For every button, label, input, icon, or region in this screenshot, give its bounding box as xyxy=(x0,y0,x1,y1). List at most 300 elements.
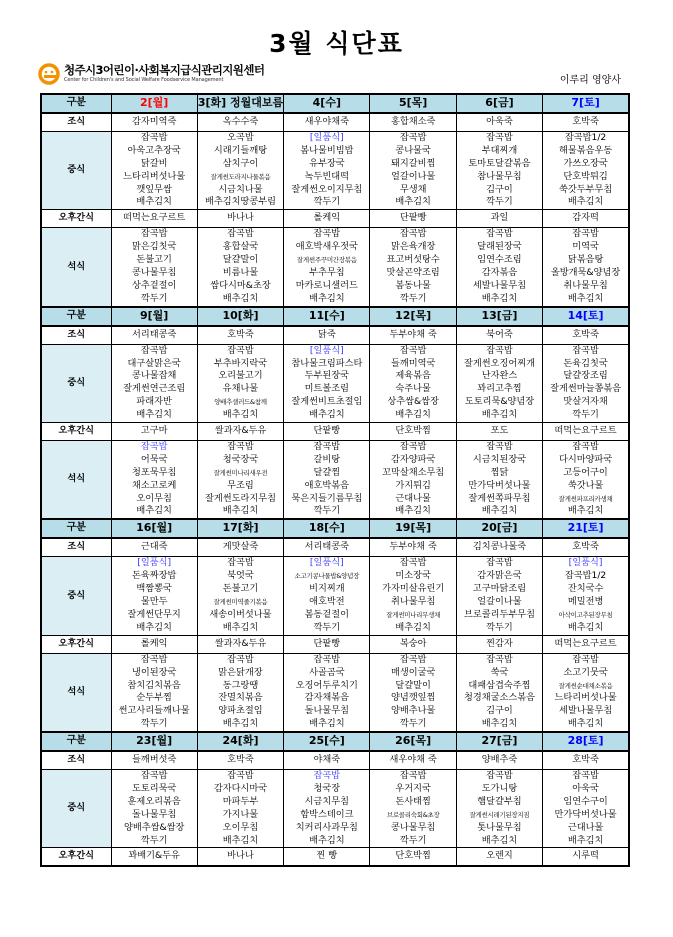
menu-item: 양념깻잎찜 xyxy=(390,692,436,704)
dinner-cell xyxy=(284,228,370,307)
menu-item: 오곡밥 xyxy=(227,132,254,143)
menu-item: [일품식] xyxy=(309,132,344,143)
menu-item: 잘게썬쪽파무침 xyxy=(468,492,531,504)
menu-item: 잡곡밥 xyxy=(313,441,341,453)
menu-item: 닭볶음탕 xyxy=(567,254,604,266)
org-logo xyxy=(38,62,264,86)
breakfast-row xyxy=(41,538,629,557)
menu-item: 잡곡밥 xyxy=(399,344,427,356)
lunch-cell xyxy=(197,557,283,635)
row-label-header: 구분 xyxy=(41,307,111,326)
menu-item: 배추김치 xyxy=(222,409,259,421)
menu-item: 달걀말이 xyxy=(222,254,259,266)
dinner-cell xyxy=(197,441,283,520)
menu-item: 잘게썬순대채소볶음 xyxy=(558,681,613,690)
menu-item: 동그랑땡 xyxy=(222,679,259,691)
lunch-cell xyxy=(284,557,370,635)
day-header: 4[수] xyxy=(284,94,370,113)
menu-item: 가지튀김 xyxy=(395,479,431,491)
menu-item: 맛살곤약조림 xyxy=(386,267,440,279)
menu-item: 배추김치 xyxy=(222,718,259,730)
menu-item: 임연수구이 xyxy=(563,795,608,807)
menu-item: 잡곡밥 xyxy=(227,228,254,240)
menu-item: 냉이된장국 xyxy=(131,666,177,678)
menu-item: 만가닥버섯나물 xyxy=(468,479,531,491)
menu-item: 감자맑은국 xyxy=(477,570,522,582)
menu-item: 잡곡밥 xyxy=(572,653,599,665)
row-label-header: 구분 xyxy=(41,519,111,538)
menu-item: 마카로니샐러드 xyxy=(295,279,358,291)
row-label-lunch: 중식 xyxy=(41,770,111,848)
menu-item: 잘게썬주꾸미간장볶음 xyxy=(296,256,357,265)
menu-item: 잡곡밥 xyxy=(140,770,168,782)
breakfast-cell: 새우야채죽 xyxy=(284,113,370,132)
menu-item: 배추김치 xyxy=(309,409,345,421)
menu-item: 파래자반 xyxy=(136,396,172,408)
menu-item: 가자미살유린기 xyxy=(382,583,445,595)
row-label-dinner: 석식 xyxy=(41,653,111,732)
menu-item: 잘게썬파프리카생채 xyxy=(558,494,613,503)
dinner-cell xyxy=(543,228,629,307)
breakfast-row xyxy=(41,751,629,770)
snack-cell: 바나나 xyxy=(197,210,283,228)
row-label-header: 구분 xyxy=(41,732,111,751)
menu-item: 배추김치 xyxy=(567,621,604,633)
menu-item: 깍두기 xyxy=(313,505,341,517)
menu-item: 깍두기 xyxy=(313,621,341,633)
menu-item: 잡곡밥 xyxy=(399,441,427,453)
week-header-row xyxy=(41,94,629,113)
menu-item: 잡곡밥 xyxy=(486,770,513,782)
menu-item: 배추김치 xyxy=(395,505,431,517)
menu-item: 배추김치 xyxy=(567,718,604,730)
menu-item: 비름나물 xyxy=(222,267,259,279)
lunch-cell xyxy=(543,770,629,848)
week-header-row xyxy=(41,307,629,326)
menu-item: 시금치무침 xyxy=(304,795,350,807)
breakfast-cell: 호박죽 xyxy=(197,751,283,770)
menu-item: 사골곰국 xyxy=(309,666,345,678)
snack-cell: 단팥빵 xyxy=(284,635,370,653)
menu-item: 단호박튀김 xyxy=(563,170,608,182)
menu-item: 난자완스 xyxy=(481,370,518,382)
day-header: 11[수] xyxy=(284,307,370,326)
menu-item: 순두부찜 xyxy=(136,692,172,704)
menu-item: 애호박볶음 xyxy=(304,479,350,491)
day-header: 10[화] xyxy=(197,307,283,326)
menu-item: 잡곡밥 xyxy=(227,653,254,665)
menu-item: 무생채 xyxy=(399,183,427,195)
menu-item: [일품식] xyxy=(309,557,344,569)
menu-item: 참나물무침 xyxy=(477,170,522,182)
menu-item: 깍두기 xyxy=(399,718,427,730)
menu-item: 잡곡밥 xyxy=(486,653,513,665)
lunch-row xyxy=(41,132,629,210)
day-header: 21[토] xyxy=(543,519,629,538)
menu-item: 잡곡밥 xyxy=(313,228,341,240)
menu-item: 깍두기 xyxy=(140,292,168,304)
menu-item: 느타리버섯나물 xyxy=(123,170,186,182)
snack-cell: 떠먹는요구르트 xyxy=(543,635,629,653)
menu-item: 브로콜리두부무침 xyxy=(463,608,535,620)
menu-item: 잘게썬도라지나물볶음 xyxy=(210,172,271,181)
menu-item: 브로콜리숙회&초장 xyxy=(386,810,440,819)
menu-item: 배추김치 xyxy=(222,505,259,517)
menu-item: 돌나물무침 xyxy=(304,705,350,717)
dinner-cell xyxy=(543,441,629,520)
menu-item: 잘게썬마늘쫑볶음 xyxy=(550,383,622,395)
breakfast-cell: 양배추죽 xyxy=(456,751,542,770)
menu-item: 맛살겨자채 xyxy=(563,396,608,408)
menu-item: 배추김치 xyxy=(481,409,518,421)
lunch-cell xyxy=(111,132,197,210)
snack-cell: 찐감자 xyxy=(456,635,542,653)
menu-item: 배추김치 xyxy=(222,292,259,304)
menu-item: 깍두기 xyxy=(140,718,168,730)
menu-item: 잡곡밥 xyxy=(486,132,513,143)
menu-item: 오이무침 xyxy=(222,821,259,833)
menu-item: 시금치나물 xyxy=(218,183,263,195)
menu-item: 치커리사과무침 xyxy=(295,821,358,833)
dinner-cell xyxy=(370,228,456,307)
lunch-cell xyxy=(370,344,456,422)
dinner-row xyxy=(41,653,629,732)
menu-item: 잘게썬연근조림 xyxy=(123,383,186,395)
menu-item: 잡곡밥 xyxy=(227,770,254,782)
menu-item: 배추김치 xyxy=(567,834,604,846)
menu-item: 맑은김칫국 xyxy=(131,241,177,253)
dinner-cell xyxy=(370,441,456,520)
menu-item: 잡곡밥 xyxy=(140,344,168,356)
menu-item: 잡곡밥 xyxy=(399,557,427,569)
menu-item: 청국장국 xyxy=(222,453,259,465)
menu-item: 돈불고기 xyxy=(222,583,259,595)
menu-item: 참치김치볶음 xyxy=(127,679,181,691)
breakfast-cell: 옥수수죽 xyxy=(197,113,283,132)
breakfast-cell: 닭죽 xyxy=(284,326,370,345)
smiley-face-logo-icon xyxy=(38,63,60,85)
menu-item: 가지나물 xyxy=(222,808,259,820)
menu-item: 대패삼겹숙주찜 xyxy=(468,679,531,691)
menu-item: 매생이굴국 xyxy=(390,666,436,678)
menu-item: 잡곡밥1/2 xyxy=(564,132,607,143)
row-label-snack: 오후간식 xyxy=(41,848,111,867)
menu-item: 유채나물 xyxy=(222,383,259,395)
snack-row xyxy=(41,423,629,441)
row-label-dinner: 석식 xyxy=(41,441,111,520)
breakfast-cell: 김치콩나물죽 xyxy=(456,538,542,557)
menu-item: 돈육김칫국 xyxy=(563,357,608,369)
snack-cell: 포도 xyxy=(456,423,542,441)
menu-item: 새송이버섯나물 xyxy=(209,608,272,620)
dinner-row xyxy=(41,228,629,307)
snack-cell: 감자떡 xyxy=(543,210,629,228)
menu-item: 배추김치 xyxy=(309,834,345,846)
menu-item: [일품식] xyxy=(137,557,172,569)
menu-item: 배추김치 xyxy=(309,292,345,304)
menu-item: 상추쌈&쌈장 xyxy=(387,396,439,408)
lunch-cell xyxy=(111,344,197,422)
page-title: 3월 식단표 xyxy=(269,29,404,58)
dinner-cell xyxy=(543,653,629,732)
menu-item: 잡곡밥 xyxy=(399,132,427,143)
row-label-snack: 오후간식 xyxy=(41,210,111,228)
breakfast-cell: 두부야채 죽 xyxy=(370,538,456,557)
menu-item: 느타리버섯나물 xyxy=(554,692,617,704)
menu-item: 메밀전병 xyxy=(567,596,604,608)
menu-item: 잡곡밥 xyxy=(572,441,599,453)
lunch-cell xyxy=(456,344,542,422)
menu-item: 깍두기 xyxy=(313,196,341,208)
menu-item: 잡곡밥 xyxy=(572,228,599,240)
menu-item: 돈불고기 xyxy=(136,254,172,266)
menu-item: 북엇국 xyxy=(227,570,254,582)
day-header: 25[수] xyxy=(284,732,370,751)
dinner-cell xyxy=(197,228,283,307)
menu-item: 콩나물국 xyxy=(395,144,431,156)
menu-item: 배추김치 xyxy=(395,409,431,421)
menu-item: 감자다시마국 xyxy=(213,782,268,794)
menu-item: 아욱국 xyxy=(572,782,599,794)
lunch-cell xyxy=(543,557,629,635)
menu-item: 배추김치 xyxy=(136,196,172,208)
menu-item: 청포묵무침 xyxy=(131,466,177,478)
menu-item: 아삭이고추된장무침 xyxy=(558,610,613,619)
row-label-header: 구분 xyxy=(41,94,111,113)
lunch-cell xyxy=(284,770,370,848)
menu-item: 잘게썬단무지 xyxy=(127,608,181,620)
menu-item: 김구이 xyxy=(486,705,513,717)
day-header: 18[수] xyxy=(284,519,370,538)
menu-item: 세발나물무침 xyxy=(558,705,613,717)
day-header: 12[목] xyxy=(370,307,456,326)
dinner-cell xyxy=(197,653,283,732)
dinner-row xyxy=(41,441,629,520)
menu-item: 토마토달걀볶음 xyxy=(468,157,531,169)
menu-item: 어묵국 xyxy=(140,453,168,465)
menu-item: 미소장국 xyxy=(395,570,431,582)
menu-item: 잡곡밥 xyxy=(572,344,599,356)
menu-item: 도토리묵&양념장 xyxy=(464,396,535,408)
lunch-cell xyxy=(197,770,283,848)
snack-row xyxy=(41,210,629,228)
menu-item: 함박스테이크 xyxy=(300,808,354,820)
menu-item: 대구살맑은국 xyxy=(127,357,181,369)
menu-item: 들깨미역국 xyxy=(390,357,436,369)
menu-item: 해물볶음우동 xyxy=(558,144,613,156)
menu-item: 잘게썬미역줄기볶음 xyxy=(213,598,268,607)
menu-item: 배추김치 xyxy=(481,505,518,517)
menu-item: 갈비탕 xyxy=(313,453,341,465)
day-header: 19[목] xyxy=(370,519,456,538)
menu-item: 표고버섯탕수 xyxy=(386,254,440,266)
menu-item: 배추김치 xyxy=(567,505,604,517)
day-header: 23[월] xyxy=(111,732,197,751)
menu-item: 가쓰오장국 xyxy=(563,157,608,169)
lunch-cell xyxy=(370,557,456,635)
menu-item: 달걀말이 xyxy=(395,679,431,691)
menu-item: 제육볶음 xyxy=(395,370,431,382)
menu-item: 미역국 xyxy=(572,241,599,253)
snack-cell: 단호박찜 xyxy=(370,848,456,867)
menu-item: 세발나물무침 xyxy=(472,279,527,291)
snack-cell: 고구마 xyxy=(111,423,197,441)
menu-item: 양파초절임 xyxy=(218,705,263,717)
menu-item: 잡곡밥 xyxy=(486,441,513,453)
dinner-cell xyxy=(456,228,542,307)
lunch-cell xyxy=(456,557,542,635)
menu-item: 배추김치 xyxy=(567,196,604,208)
menu-item: 참나물크림파스타 xyxy=(291,357,363,369)
org-name-english: Center for Children's and Social Welfare Foodservice Management xyxy=(64,77,224,83)
menu-item: 우거지국 xyxy=(395,782,431,794)
dinner-cell xyxy=(284,441,370,520)
menu-item: 미트볼조림 xyxy=(304,383,350,395)
breakfast-cell: 게맛살죽 xyxy=(197,538,283,557)
menu-item: 맑은닭개장 xyxy=(218,666,263,678)
menu-item: 배추김치 xyxy=(481,834,518,846)
day-header: 28[토] xyxy=(543,732,629,751)
menu-item: 닭갈비 xyxy=(140,157,168,169)
menu-item: 배추김치 xyxy=(567,292,604,304)
row-label-breakfast: 조식 xyxy=(41,326,111,345)
menu-item: 만가닥버섯나물 xyxy=(554,808,617,820)
snack-cell: 시루떡 xyxy=(543,848,629,867)
menu-item: 찜닭 xyxy=(490,466,509,478)
menu-item: 잡곡밥 xyxy=(399,770,427,782)
menu-item: 잘게썬오이지무침 xyxy=(291,183,363,195)
snack-cell: 꽈배기&두유 xyxy=(111,848,197,867)
menu-item: 배추김치 xyxy=(136,505,172,517)
meal-plan-table xyxy=(40,93,630,867)
menu-item: 콩나물잡채 xyxy=(131,370,177,382)
menu-item: 햄달걀부침 xyxy=(477,795,522,807)
menu-item: 부추무침 xyxy=(309,267,345,279)
menu-item: 취나물무침 xyxy=(563,279,608,291)
snack-cell: 단팥빵 xyxy=(284,423,370,441)
menu-item: 잡곡밥 xyxy=(227,344,254,356)
menu-item: 잡곡밥 xyxy=(140,441,168,453)
lunch-cell xyxy=(543,132,629,210)
menu-item: 잡곡밥 xyxy=(140,653,168,665)
menu-item: 콩나물무침 xyxy=(390,821,436,833)
menu-item: 배추김치 xyxy=(222,621,259,633)
menu-item: 녹두빈대떡 xyxy=(304,170,350,182)
lunch-cell xyxy=(370,770,456,848)
week-header-row xyxy=(41,732,629,751)
snack-cell: 떠먹는요구르트 xyxy=(543,423,629,441)
dinner-cell xyxy=(111,653,197,732)
lunch-cell xyxy=(197,344,283,422)
menu-item: 쑥갓두부무침 xyxy=(558,183,613,195)
menu-item: 근대나물 xyxy=(395,492,431,504)
menu-item: 쌈다시마&초장 xyxy=(210,279,271,291)
menu-item: 콩나물무침 xyxy=(131,267,177,279)
menu-item: [일품식] xyxy=(309,344,344,356)
menu-item: 숙주나물 xyxy=(395,383,431,395)
menu-item: 얼갈이나물 xyxy=(477,596,522,608)
menu-item: 돌나물무침 xyxy=(131,808,177,820)
menu-item: 잡곡밥 xyxy=(140,132,168,143)
menu-item: 돼지갈비찜 xyxy=(390,157,436,169)
row-label-breakfast: 조식 xyxy=(41,751,111,770)
menu-item: 감자볶음 xyxy=(481,267,518,279)
menu-item: 무조림 xyxy=(227,479,254,491)
menu-item: 잘게썬도라지무침 xyxy=(204,492,276,504)
snack-cell: 쌀과자&두유 xyxy=(197,423,283,441)
dinner-cell xyxy=(370,653,456,732)
menu-item: 잘게썬시래기된장지짐 xyxy=(469,810,530,819)
lunch-cell xyxy=(197,132,283,210)
menu-item: 배추김치 xyxy=(481,718,518,730)
row-label-breakfast: 조식 xyxy=(41,113,111,132)
breakfast-cell: 서리태콩죽 xyxy=(111,326,197,345)
lunch-row xyxy=(41,344,629,422)
snack-cell: 과일 xyxy=(456,210,542,228)
menu-item: 삼치구이 xyxy=(222,157,259,169)
dinner-cell xyxy=(111,441,197,520)
menu-item: 배추김치 xyxy=(136,409,172,421)
menu-item: 달걀찜 xyxy=(313,466,341,478)
lunch-cell xyxy=(284,344,370,422)
menu-item: 마파두부 xyxy=(222,795,259,807)
snack-cell: 롤케익 xyxy=(111,635,197,653)
menu-item: 얼갈이나물 xyxy=(390,170,436,182)
menu-item: 돈육짜장밥 xyxy=(131,570,177,582)
dinner-cell xyxy=(456,441,542,520)
menu-item: 잡곡밥 xyxy=(227,557,254,569)
menu-item: 봄동겉절이 xyxy=(304,608,350,620)
menu-item: 썬고사리들깨나물 xyxy=(118,705,190,717)
menu-item: 깍두기 xyxy=(399,834,427,846)
breakfast-cell: 호박죽 xyxy=(197,326,283,345)
lunch-cell xyxy=(456,770,542,848)
menu-item: 배추김치 xyxy=(309,718,345,730)
menu-item: 감자양파국 xyxy=(390,453,436,465)
menu-item: 백짬뽕국 xyxy=(136,583,172,595)
menu-item: 도토리묵국 xyxy=(131,782,177,794)
breakfast-cell: 감자미역죽 xyxy=(111,113,197,132)
dinner-cell xyxy=(456,653,542,732)
menu-item: 배추김치 xyxy=(222,834,259,846)
menu-item: 고구마닭조림 xyxy=(472,583,527,595)
menu-item: 시래기들깨탕 xyxy=(213,144,268,156)
menu-item: 잡곡밥 xyxy=(572,770,599,782)
snack-row xyxy=(41,635,629,653)
row-label-lunch: 중식 xyxy=(41,132,111,210)
day-header: 27[금] xyxy=(456,732,542,751)
day-header: 17[화] xyxy=(197,519,283,538)
menu-item: 청국장 xyxy=(313,782,341,794)
dinner-cell xyxy=(111,228,197,307)
snack-cell: 찐 빵 xyxy=(284,848,370,867)
menu-item: 배추김치 xyxy=(395,196,431,208)
menu-item: 잘게썬오징어찌개 xyxy=(463,357,535,369)
menu-item: 잡곡밥 xyxy=(140,228,168,240)
lunch-cell xyxy=(284,132,370,210)
menu-item: 잡곡밥 xyxy=(399,653,427,665)
breakfast-cell: 북어죽 xyxy=(456,326,542,345)
breakfast-cell: 홍합채소죽 xyxy=(370,113,456,132)
breakfast-cell: 야채죽 xyxy=(284,751,370,770)
lunch-cell xyxy=(111,770,197,848)
lunch-cell xyxy=(456,132,542,210)
menu-item: 깍두기 xyxy=(486,621,513,633)
menu-item: 다시마양파국 xyxy=(558,453,613,465)
menu-item: 임연수조림 xyxy=(477,254,522,266)
day-header: 6[금] xyxy=(456,94,542,113)
row-label-dinner: 석식 xyxy=(41,228,111,307)
